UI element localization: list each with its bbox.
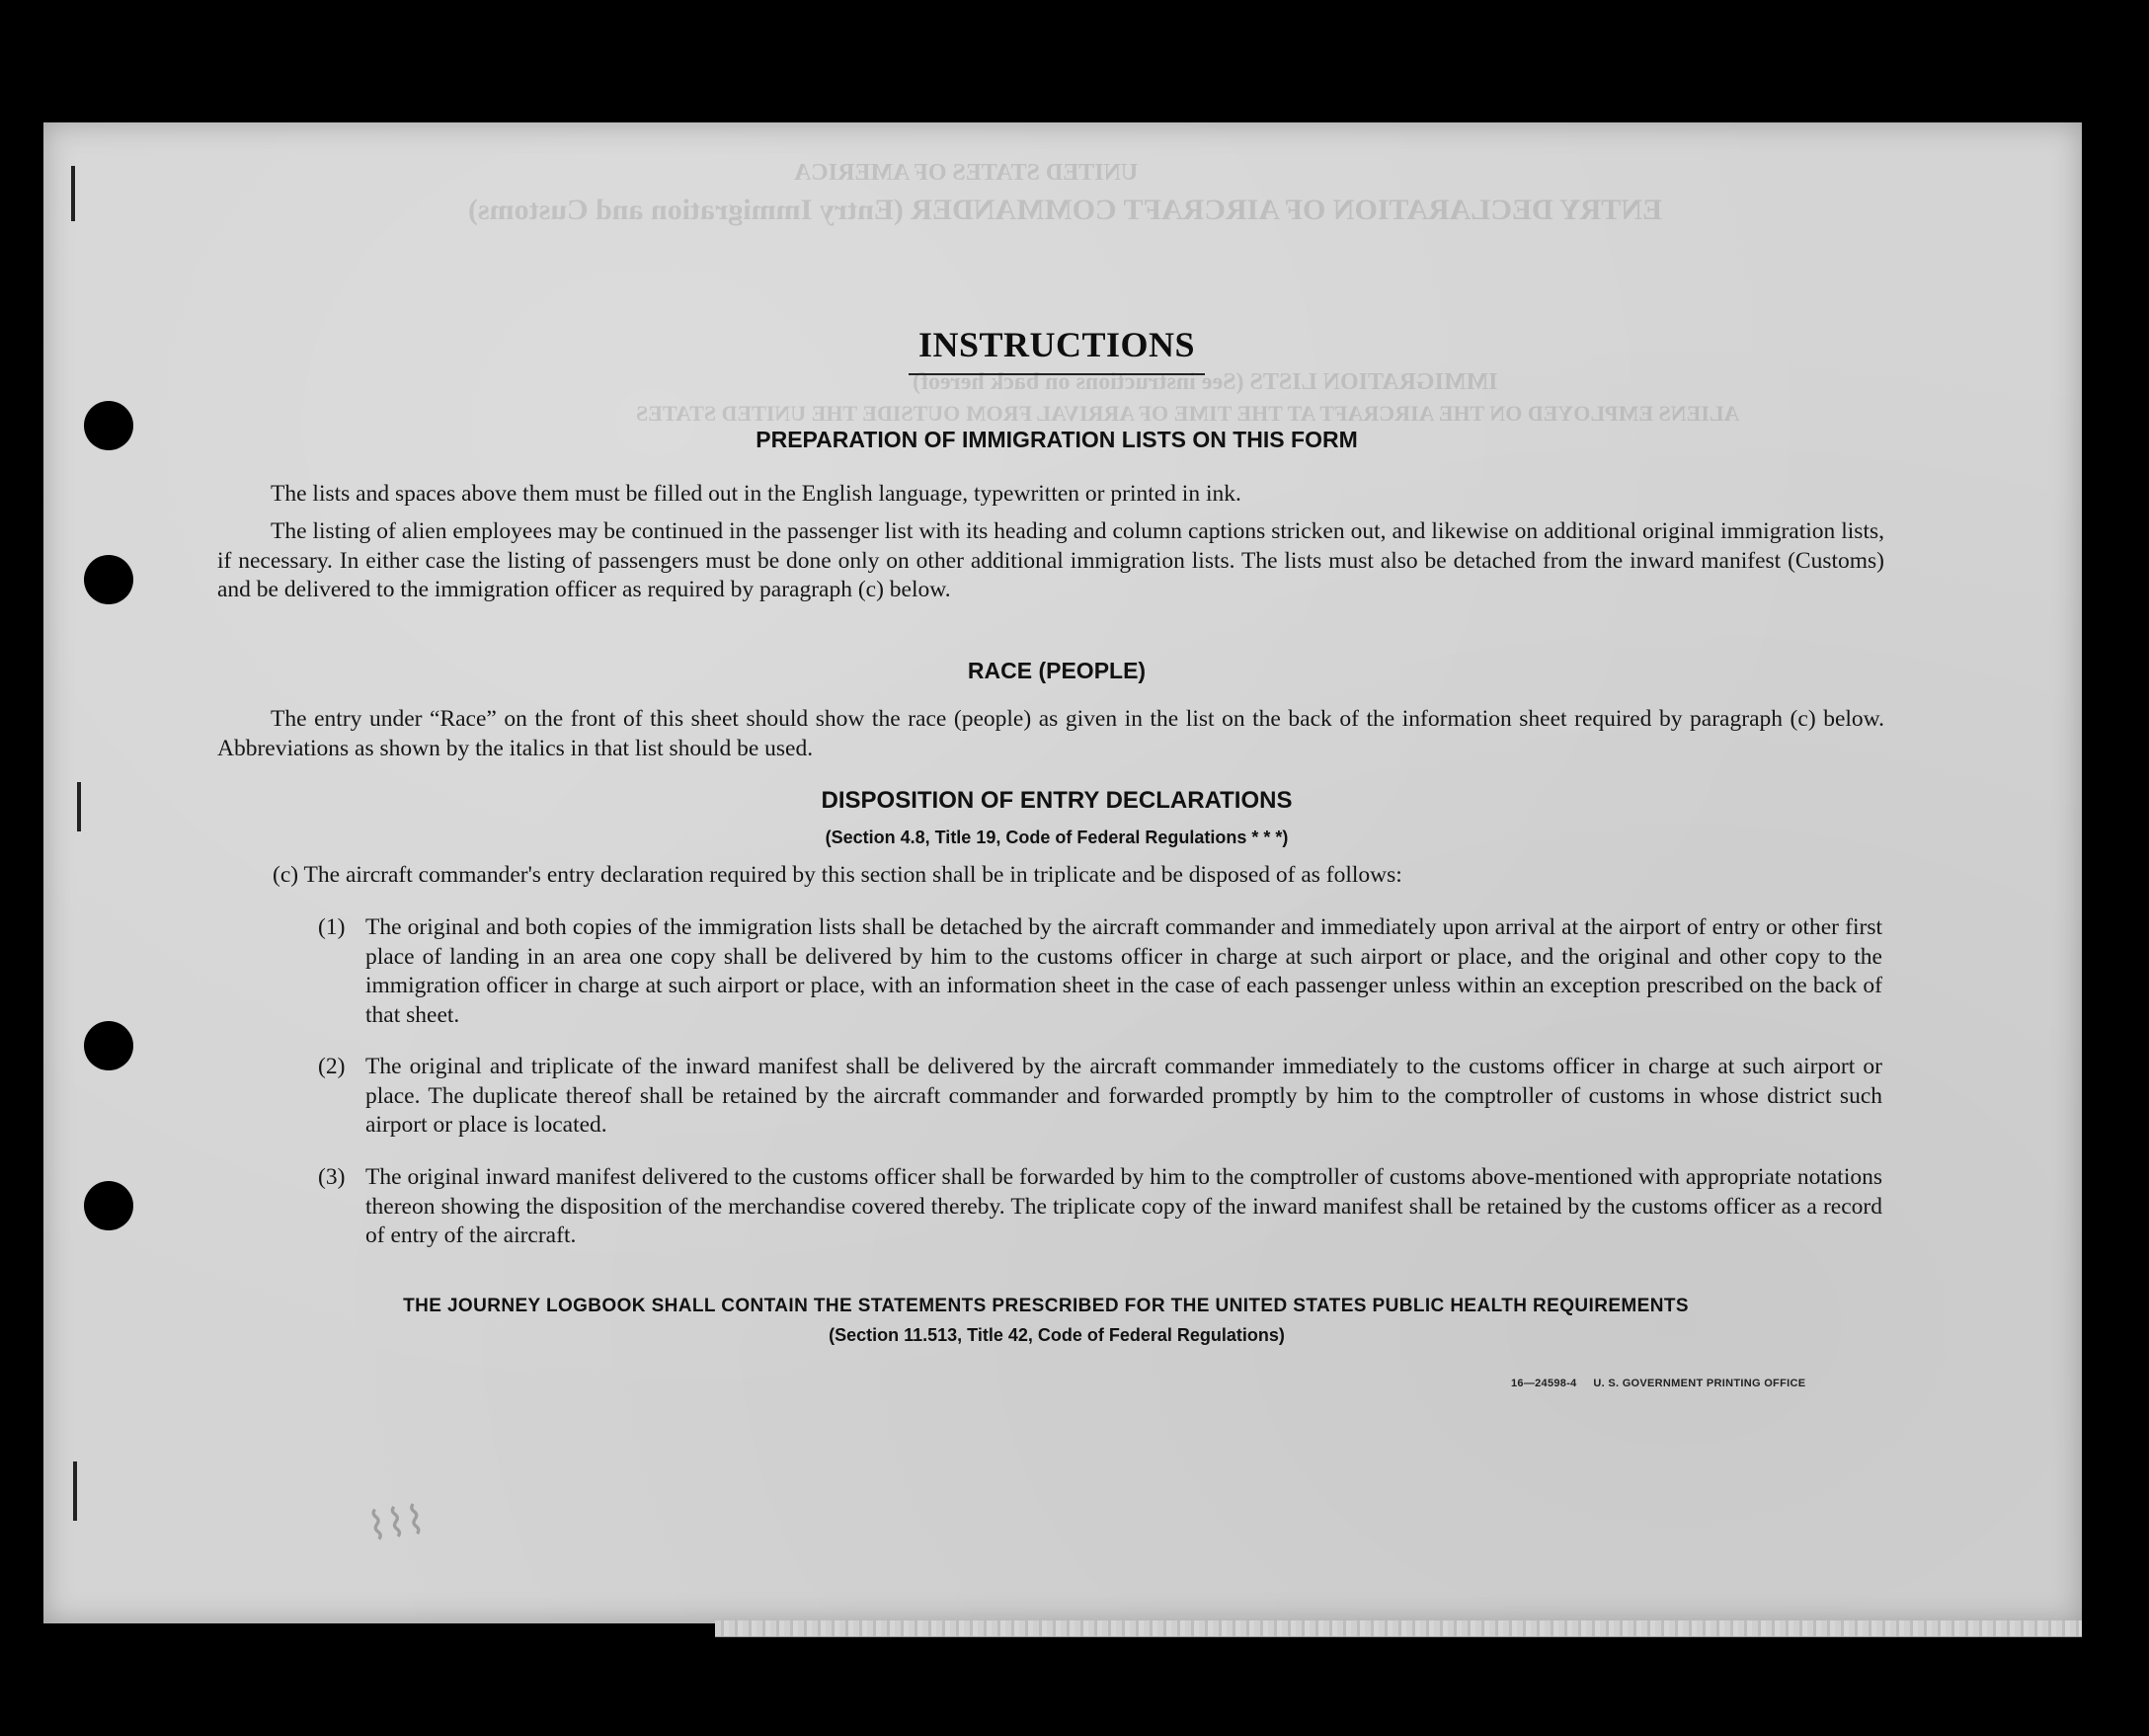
disposition-item-number: (2): [318, 1054, 346, 1079]
disposition-item-text: The original and triplicate of the inward manifest shall be delivered by the aircraft commander immediately to the customs officer in charge at such airport or place. The duplicate thereof shall be retained by the aircraft commander and forwarded promptly by him to the comptroller of customs in whose district such airport or place is located.: [365, 1054, 1882, 1138]
disposition-item-text: The original inward manifest delivered to the customs officer shall be forwarded by him to the comptroller of customs above-mentioned with appropriate notations thereon showing the disposition of the merchandise covered thereby. The triplicate copy of the inward manifest shall be retained by the customs officer as a record of entry of the aircraft.: [365, 1164, 1882, 1248]
disposition-intro: (c) The aircraft commander's entry declaration required by this section shall be in triplicate and be disposed of as follows:: [273, 862, 1402, 888]
margin-mark: [71, 166, 75, 221]
disposition-item-number: (3): [318, 1164, 346, 1190]
bleed-through-line: ENTRY DECLARATION OF AIRCRAFT COMMANDER (Entry Immigration and Customs): [468, 194, 1662, 226]
bleed-through-line: UNITED STATES OF AMERICA: [794, 160, 1139, 186]
bleed-through-line: ALIENS EMPLOYED ON THE AIRCRAFT AT THE TIME OF ARRIVAL FROM OUTSIDE THE UNITED STATES: [636, 401, 1740, 426]
disposition-item-number: (1): [318, 914, 346, 940]
punch-hole: [84, 401, 133, 450]
printer-line: 16—24598-4 U. S. GOVERNMENT PRINTING OFFICE: [1511, 1378, 1806, 1389]
margin-mark: [73, 1461, 77, 1521]
pencil-notation: ⌇⌇⌇: [364, 1497, 429, 1550]
disposition-subheading: (Section 4.8, Title 19, Code of Federal Regulations * * *): [825, 828, 1289, 847]
punch-hole: [84, 555, 133, 604]
section-heading-disposition: DISPOSITION OF ENTRY DECLARATIONS: [821, 787, 1293, 814]
section-heading-preparation: PREPARATION OF IMMIGRATION LISTS ON THIS FORM: [756, 427, 1358, 452]
race-paragraph: The entry under “Race” on the front of this sheet should show the race (people) as given in the list on the back of the information sheet required by paragraph (c) below. Abbreviations as shown by the italics in that list should be used.: [217, 706, 1884, 761]
section-heading-race: RACE (PEOPLE): [967, 658, 1147, 683]
page-title: INSTRUCTIONS: [909, 324, 1205, 375]
disposition-item-text: The original and both copies of the immigration lists shall be detached by the aircraft commander and immediately upon arrival at the airport of entry or other first place of landing in an area one copy shall be delivered by him to the customs officer in charge at such airport or place, and the original and other copy to the immigration officer in charge at such airport or place, with an information sheet in the case of each passenger unless within an exception prescribed on the back of that sheet.: [365, 914, 1882, 1028]
bleed-through-line: IMMIGRATION LISTS (See instructions on back hereof): [913, 369, 1498, 395]
margin-mark: [77, 782, 81, 831]
preparation-paragraph-1: The lists and spaces above them must be filled out in the English language, typewritten or printed in ink.: [271, 481, 1241, 507]
punch-hole: [84, 1181, 133, 1230]
logbook-statement-sub: (Section 11.513, Title 42, Code of Federal Regulations): [829, 1325, 1285, 1345]
preparation-paragraph-2: The listing of alien employees may be continued in the passenger list with its heading and column captions stricken out, and likewise on additional original immigration lists, if necessary. In either case the listing of passengers must be done only on other additional immigration lists. The lists must also be detached from the inward manifest (Customs) and be delivered to the immigration officer as required by paragraph (c) below.: [217, 518, 1884, 602]
punch-hole: [84, 1021, 133, 1070]
logbook-statement: THE JOURNEY LOGBOOK SHALL CONTAIN THE STATEMENTS PRESCRIBED FOR THE UNITED STATES PUBLIC HEALTH REQUIREMENTS: [403, 1296, 1689, 1316]
